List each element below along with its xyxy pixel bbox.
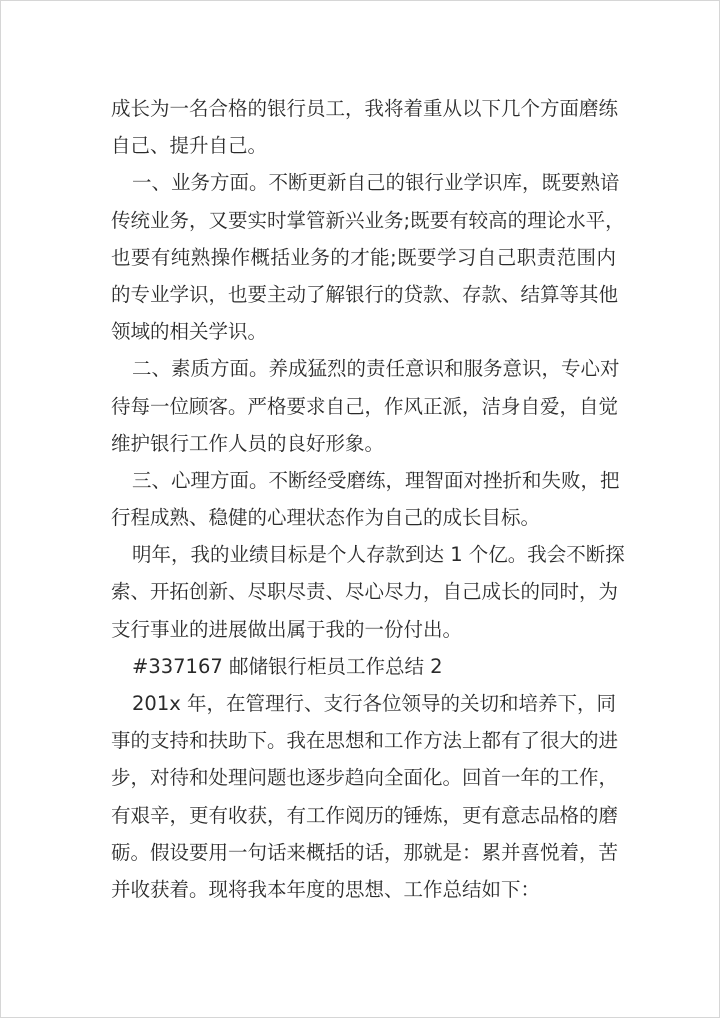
document-body	[111, 90, 625, 908]
text-line: 支行事业的进展做出属于我的一份付出。	[111, 617, 463, 641]
text-line: 三、心理方面。不断经受磨练，理智面对挫折和失败，把	[132, 468, 620, 492]
text-line: 索、开拓创新、尽职尽责、尽心尽力，自己成长的同时，为	[111, 580, 619, 604]
text-line: 事的支持和扶助下。我在思想和工作方法上都有了很大的进	[111, 729, 619, 753]
text-line: 砺。假设要用一句话来概括的话，那就是：累并喜悦着，苦	[111, 840, 619, 864]
text-line: 有艰辛，更有收获，有工作阅历的锤炼，更有意志品格的磨	[111, 803, 619, 827]
text-line: 一、业务方面。不断更新自己的银行业学识库，既要熟谙	[132, 171, 620, 195]
text-line: 并收获着。现将我本年度的思想、工作总结如下：	[111, 877, 541, 901]
text-line: #337167 邮储银行柜员工作总结 2	[132, 654, 443, 678]
text-line: 步，对待和处理问题也逐步趋向全面化。回首一年的工作，	[111, 766, 619, 790]
text-line: 201x 年，在管理行、支行各位领导的关切和培养下，同	[132, 692, 616, 715]
text-line: 自己、提升自己。	[111, 134, 268, 158]
text-line: 领域的相关学识。	[111, 320, 268, 344]
text-line: 明年，我的业绩目标是个人存款到达 1 个亿。我会不断探	[132, 543, 625, 567]
text-line: 行程成熟、稳健的心理状态作为自己的成长目标。	[111, 506, 541, 530]
text-line: 维护银行工作人员的良好形象。	[111, 431, 385, 455]
text-line: 待每一位顾客。严格要求自己，作风正派，洁身自爱，自觉	[111, 394, 619, 418]
text-line: 二、素质方面。养成猛烈的责任意识和服务意识，专心对	[132, 357, 620, 381]
text-line: 的专业学识，也要主动了解银行的贷款、存款、结算等其他	[111, 282, 619, 306]
text-line: 传统业务，又要实时掌管新兴业务;既要有较高的理论水平，	[111, 208, 625, 232]
text-line: 也要有纯熟操作概括业务的才能;既要学习自己职责范围内	[111, 245, 616, 269]
text-line: 成长为一名合格的银行员工，我将着重从以下几个方面磨练	[111, 97, 619, 120]
